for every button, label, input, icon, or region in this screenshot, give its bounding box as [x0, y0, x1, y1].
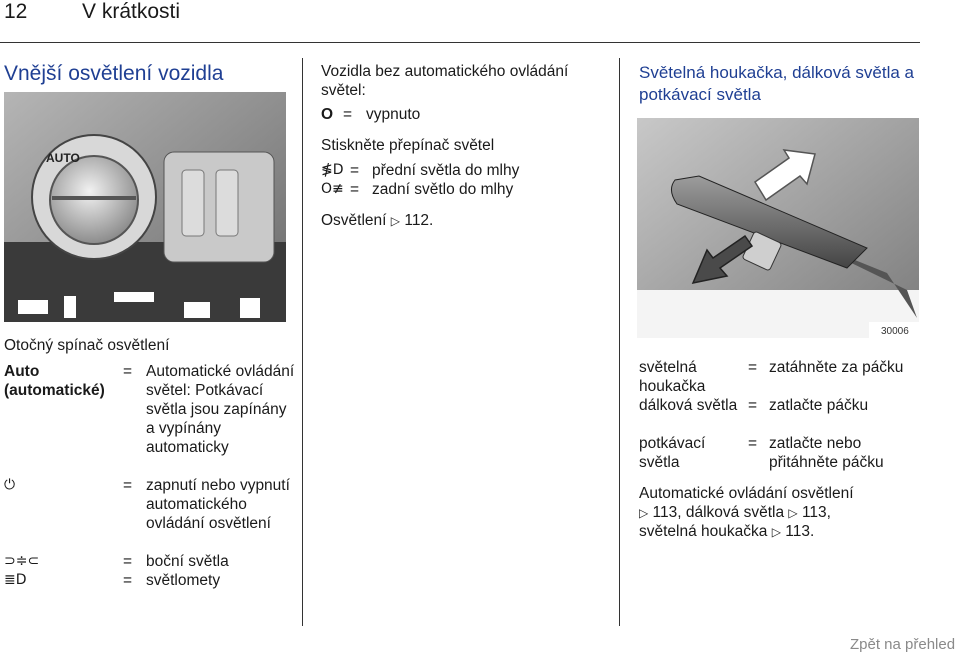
- ref-arrow-icon: ▷: [788, 506, 798, 520]
- desc-headlights: světlomety: [146, 572, 221, 589]
- auto-lighting-ref[interactable]: Automatické ovládání osvětlení: [639, 485, 854, 502]
- lighting-ref-text: Osvětlení: [321, 212, 387, 229]
- eq-auto: =: [123, 363, 133, 380]
- term-auto: Auto (automatické): [4, 363, 105, 399]
- photo-number: 30006: [881, 326, 909, 337]
- desc-auto: Automatické ovládání světel: Potkávací světla jsou zapínány a vypínány automaticky: [146, 363, 295, 456]
- light-switch-photo: [4, 92, 286, 322]
- power-icon: ⏻: [4, 477, 16, 493]
- stalk-photo: [637, 118, 919, 338]
- ref-flash-page: 113.: [785, 523, 815, 540]
- header-divider: [0, 42, 920, 43]
- eq-rear-fog: =: [350, 181, 360, 198]
- desc-side-lights: boční světla: [146, 553, 229, 570]
- lighting-reference[interactable]: [321, 211, 433, 231]
- desc-off: vypnuto: [366, 106, 421, 123]
- headlights-icon: ≣D: [4, 572, 27, 588]
- rear-fog-light-icon: O≢: [321, 181, 344, 197]
- flash-high-low-title: Světelná houkačka, dálková světla a potkávací světla: [639, 63, 915, 104]
- eq-power: =: [123, 477, 133, 494]
- column-divider-1: [302, 58, 303, 626]
- page-number: 12: [4, 0, 28, 23]
- desc-low-beam: zatlačte nebo přitáhněte páčku: [769, 435, 884, 471]
- term-flash: světelná houkačka: [639, 359, 706, 395]
- eq-high-beam: =: [748, 397, 758, 414]
- ref-arrow-icon: ▷: [639, 506, 649, 520]
- desc-high-beam: zatlačte páčku: [769, 397, 869, 414]
- term-low-beam: potkávací světla: [639, 435, 706, 471]
- side-lights-icon: ⊃≑⊂: [4, 553, 40, 569]
- desc-power: zapnutí nebo vypnutí automatického ovládání osvětlení: [146, 477, 290, 532]
- ref-arrow-icon: ▷: [771, 525, 781, 539]
- exterior-lighting-title: Vnější osvětlení vozidla: [4, 62, 224, 85]
- ref-line-2[interactable]: [639, 503, 831, 523]
- lighting-ref-page: 112.: [404, 212, 434, 229]
- press-switch-text: Stiskněte přepínač světel: [321, 137, 495, 154]
- ref-line-3[interactable]: [639, 522, 814, 542]
- eq-front-fog: =: [350, 162, 360, 179]
- eq-off: =: [343, 106, 353, 123]
- eq-low-beam: =: [748, 435, 758, 452]
- column-divider-2: [619, 58, 620, 626]
- ref-high-beam-page: 113,: [801, 504, 831, 521]
- rotary-switch-caption: Otočný spínač osvětlení: [4, 337, 170, 354]
- desc-flash: zatáhněte za páčku: [769, 359, 904, 376]
- stalk-illustration: [637, 118, 919, 338]
- term-high-beam: dálková světla: [639, 397, 738, 414]
- ref-flash-text: světelná houkačka: [639, 523, 768, 540]
- desc-front-fog: přední světla do mlhy: [372, 162, 520, 179]
- eq-flash: =: [748, 359, 758, 376]
- front-fog-light-icon: ≸D: [321, 162, 344, 178]
- auto-label: AUTO: [46, 151, 80, 165]
- light-switch-illustration: [4, 92, 286, 322]
- no-auto-intro: Vozidla bez automatického ovládání světel:: [321, 63, 569, 99]
- off-symbol: O: [321, 106, 334, 123]
- ref-arrow-icon: ▷: [390, 214, 401, 228]
- eq-headlights: =: [123, 572, 133, 589]
- eq-side-lights: =: [123, 553, 133, 570]
- desc-rear-fog: zadní světlo do mlhy: [372, 181, 514, 198]
- section-title: V krátkosti: [82, 0, 181, 23]
- back-to-overview-link[interactable]: Zpět na přehled: [850, 636, 956, 653]
- ref-auto-page: 113, dálková světla: [652, 504, 785, 521]
